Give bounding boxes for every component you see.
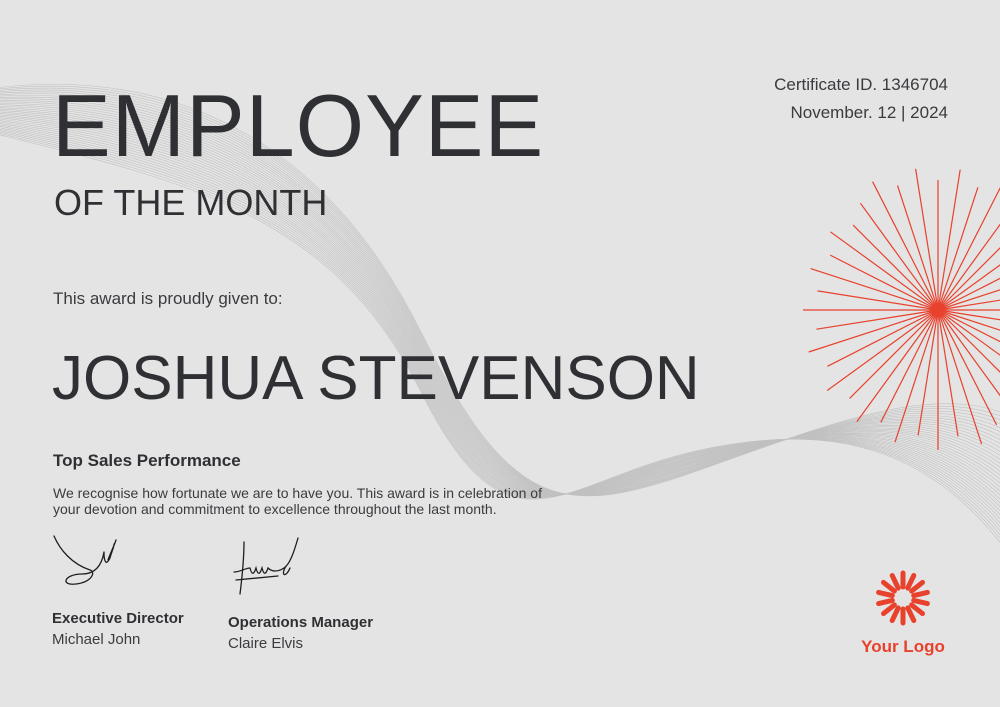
logo-ray (879, 600, 893, 603)
award-title: Top Sales Performance (53, 451, 241, 470)
burst-ray (827, 310, 938, 391)
logo-ray (908, 576, 914, 589)
signatory-role: Executive Director (52, 610, 184, 627)
logo-ray (914, 600, 928, 603)
certificate-id: Certificate ID. 1346704 (774, 75, 948, 94)
recipient-name: JOSHUA STEVENSON (52, 344, 700, 413)
logo-ray (884, 582, 895, 591)
signature-icon (228, 528, 308, 614)
burst-ray (830, 232, 938, 310)
logo-ray (912, 605, 923, 614)
burst-ray (811, 269, 938, 310)
logo-ray (914, 592, 928, 595)
starburst-decoration-icon (790, 160, 1000, 460)
burst-ray (938, 187, 978, 310)
burst-ray (938, 310, 982, 444)
signatory-name: Michael John (52, 631, 141, 648)
certificate-date: November. 12 | 2024 (790, 103, 948, 122)
burst-ray (853, 225, 938, 310)
logo-ray (892, 576, 898, 589)
certificate-meta (774, 71, 948, 127)
burst-ray (850, 310, 938, 398)
company-logo (858, 570, 948, 657)
certificate-title: EMPLOYEE (52, 76, 545, 175)
signature-block-executive-director (52, 530, 184, 648)
signatory-role: Operations Manager (228, 614, 374, 631)
logo-ray (879, 592, 893, 595)
signature-block-operations-manager (228, 528, 373, 652)
signatory-name: Claire Elvis (228, 635, 304, 652)
logo-text: Your Logo (861, 637, 945, 656)
award-description: We recognise how fortunate we are to have you. This award is in celebration of your devotion and commitment to excellence throughout the last month. (53, 485, 542, 517)
signature-icon (52, 530, 132, 610)
logo-ray (892, 608, 898, 621)
burst-ray (938, 211, 1000, 310)
sunburst-logo-icon (875, 570, 931, 626)
burst-ray (860, 203, 938, 310)
burst-ray (857, 310, 938, 422)
burst-ray (938, 235, 1000, 310)
burst-ray (895, 310, 938, 442)
certificate-subtitle: OF THE MONTH (54, 182, 328, 223)
burst-ray (938, 184, 1000, 310)
burst-ray (898, 185, 939, 310)
logo-ray (884, 605, 895, 614)
burst-ray (809, 310, 938, 352)
given-to-label: This award is proudly given to: (53, 289, 283, 308)
logo-ray (908, 608, 914, 621)
logo-ray (912, 582, 923, 591)
